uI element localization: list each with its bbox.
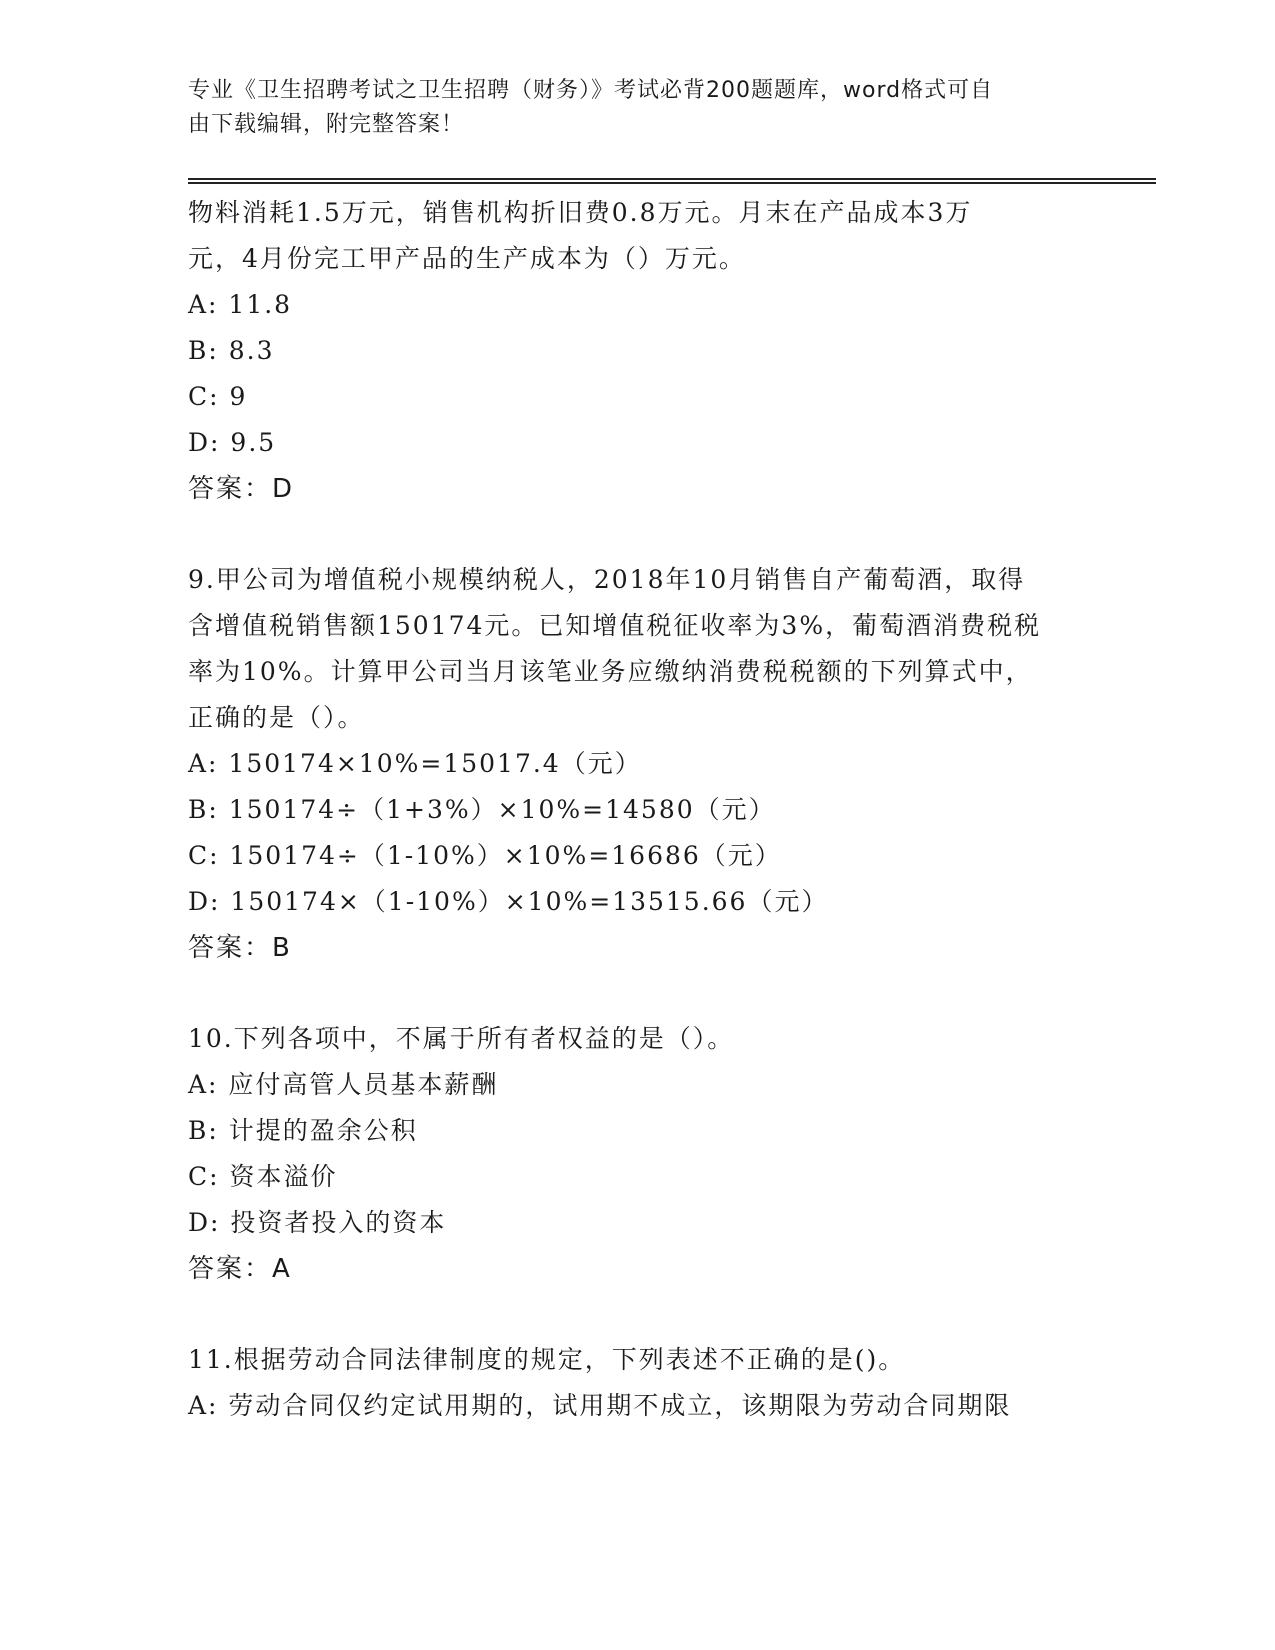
header-divider-top <box>188 178 1156 180</box>
answer-line: 答案：A <box>188 1254 292 1284</box>
question-8 <box>188 190 1088 512</box>
header-line-2: 由下载编辑，附完整答案！ <box>188 112 465 137</box>
option-d: D: 9.5 <box>188 428 277 457</box>
question-stem-line: 正确的是（）。 <box>188 703 365 732</box>
header-divider-bottom <box>188 182 1156 184</box>
option-c: C: 9 <box>188 382 248 411</box>
question-10 <box>188 1016 1088 1292</box>
question-stem-line: 元，4月份完工甲产品的生产成本为（）万元。 <box>188 244 746 273</box>
option-a: A: 11.8 <box>188 290 293 319</box>
option-a: A: 150174×10%=15017.4（元） <box>188 749 642 778</box>
option-c: C: 资本溢价 <box>188 1162 338 1191</box>
option-c: C: 150174÷（1-10%）×10%=16686（元） <box>188 841 782 870</box>
document-header <box>188 74 1068 142</box>
header-line-1: 专业《卫生招聘考试之卫生招聘（财务）》考试必背200题题库，word格式可自 <box>188 78 994 103</box>
question-stem-line: 9.甲公司为增值税小规模纳税人，2018年10月销售自产葡萄酒，取得 <box>188 565 1026 594</box>
option-b: B: 8.3 <box>188 336 275 365</box>
question-stem-line: 含增值税销售额150174元。已知增值税征收率为3%，葡萄酒消费税税 <box>188 611 1042 640</box>
spacer <box>188 1292 1088 1337</box>
answer-line: 答案：D <box>188 474 295 504</box>
option-a: A: 应付高管人员基本薪酬 <box>188 1070 499 1099</box>
option-a: A: 劳动合同仅约定试用期的，试用期不成立，该期限为劳动合同期限 <box>188 1391 1012 1420</box>
option-b: B: 计提的盈余公积 <box>188 1116 418 1145</box>
option-d: D: 投资者投入的资本 <box>188 1208 447 1237</box>
option-b: B: 150174÷（1+3%）×10%=14580（元） <box>188 795 776 824</box>
spacer <box>188 971 1088 1016</box>
question-stem-line: 11.根据劳动合同法律制度的规定，下列表述不正确的是()。 <box>188 1345 906 1374</box>
question-9 <box>188 557 1088 971</box>
question-11 <box>188 1337 1088 1429</box>
document-body <box>188 190 1088 1429</box>
question-stem-line: 10.下列各项中，不属于所有者权益的是（）。 <box>188 1024 735 1053</box>
question-stem-line: 物料消耗1.5万元，销售机构折旧费0.8万元。月末在产品成本3万 <box>188 198 973 227</box>
option-d: D: 150174×（1-10%）×10%=13515.66（元） <box>188 887 829 916</box>
question-stem-line: 率为10%。计算甲公司当月该笔业务应缴纳消费税税额的下列算式中， <box>188 657 1033 686</box>
spacer <box>188 512 1088 557</box>
answer-line: 答案：B <box>188 933 292 963</box>
